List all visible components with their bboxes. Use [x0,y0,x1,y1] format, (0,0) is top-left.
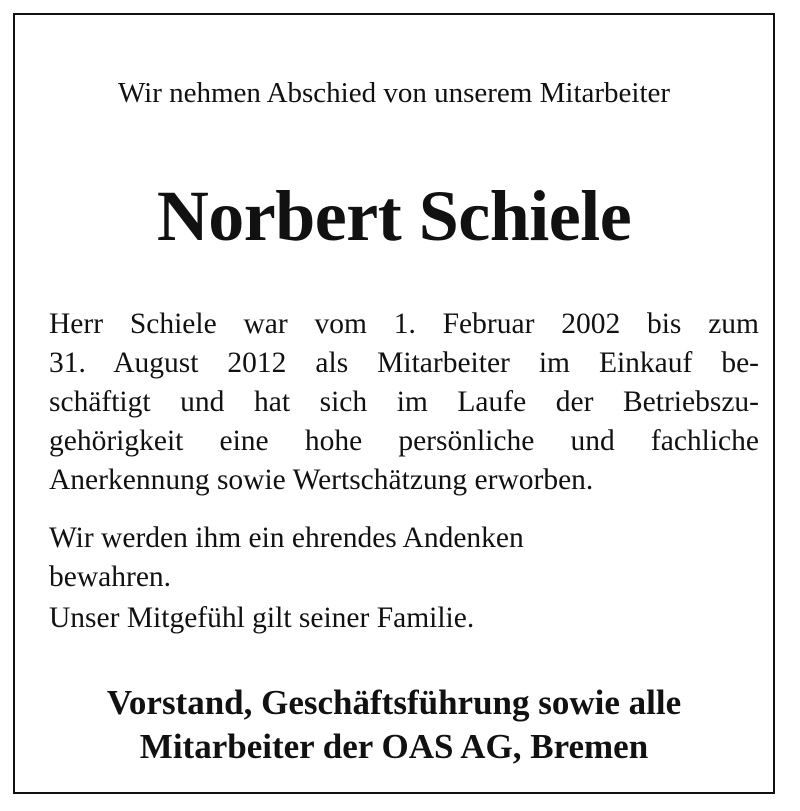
tribute-line: schäftigt und hat sich im Laufe der Betriebszu- [49,386,759,418]
tribute-paragraph [49,305,759,500]
signature-line: Mitarbeiter der OAS AG, Bremen [139,727,649,766]
condolence-paragraph [49,599,759,638]
intro-line: Wir nehmen Abschied von unserem Mitarbeiter [117,77,671,109]
tribute-line: gehörigkeit eine hohe persönliche und fachliche [49,425,759,457]
tribute-line: Anerkennung sowie Wertschätzung erworben. [49,464,594,496]
condolence-line: Unser Mitgefühl gilt seiner Familie. [49,602,475,634]
notice-frame [13,13,775,794]
remembrance-line: bewahren. [49,561,172,593]
signature-block [15,681,773,769]
remembrance-line: Wir werden ihm ein ehrendes Andenken [49,522,524,554]
tribute-line: Herr Schiele war vom 1. Februar 2002 bis zum [49,308,759,340]
signature-line: Vorstand, Geschäftsführung sowie alle [106,683,682,722]
remembrance-paragraph [49,519,759,597]
tribute-line: 31. August 2012 als Mitarbeiter im Einkauf be- [49,347,759,379]
deceased-name: Norbert Schiele [156,176,632,256]
